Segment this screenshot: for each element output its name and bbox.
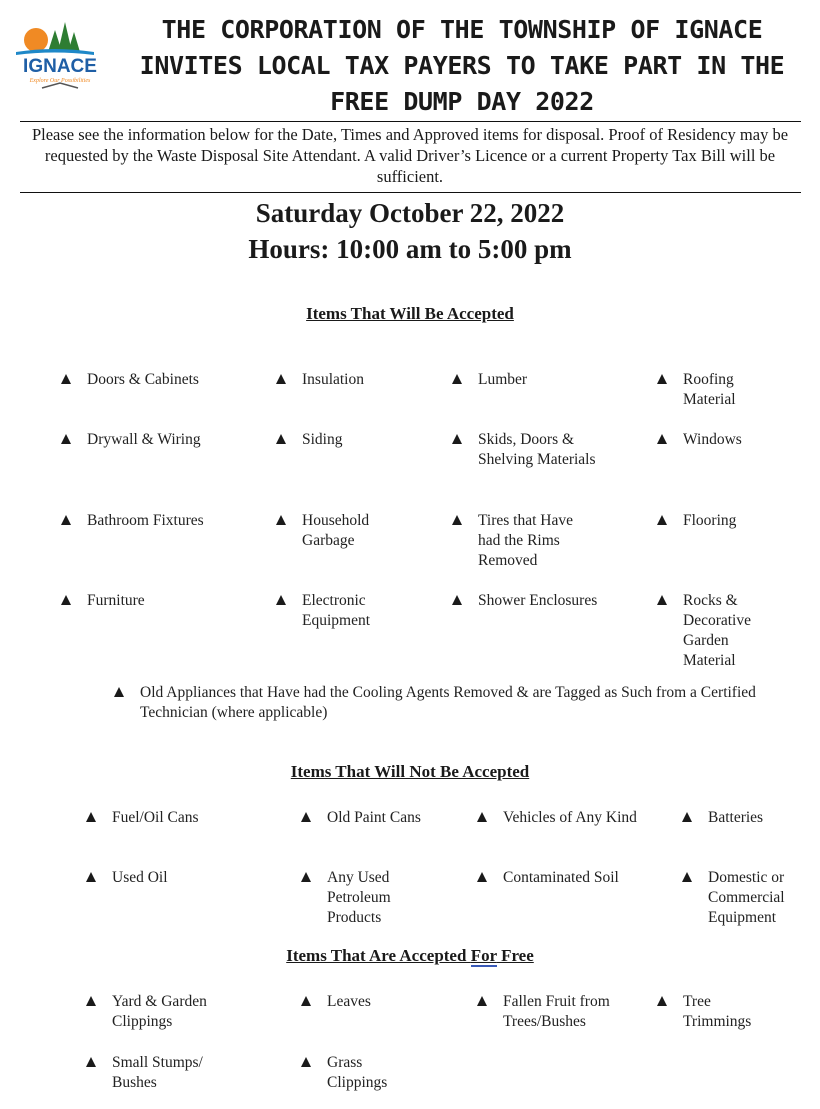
triangle-bullet-icon xyxy=(85,872,97,883)
list-item: Tires that Have had the Rims Removed xyxy=(451,511,599,571)
triangle-bullet-icon xyxy=(85,1057,97,1068)
event-date: Saturday October 22, 2022 xyxy=(255,198,565,228)
list-item: Batteries xyxy=(681,808,801,828)
triangle-bullet-icon xyxy=(60,595,72,606)
list-item: Fuel/Oil Cans xyxy=(85,808,275,828)
list-item: Contaminated Soil xyxy=(476,868,666,888)
list-item: Small Stumps/ Bushes xyxy=(85,1053,235,1093)
triangle-bullet-icon xyxy=(681,812,693,823)
not-accepted-heading: Items That Will Not Be Accepted xyxy=(290,762,530,781)
list-item: Leaves xyxy=(300,992,450,1012)
triangle-bullet-icon xyxy=(656,595,668,606)
triangle-bullet-icon xyxy=(275,374,287,385)
triangle-bullet-icon xyxy=(300,812,312,823)
accepted-heading: Items That Will Be Accepted xyxy=(306,304,514,323)
triangle-bullet-icon xyxy=(275,515,287,526)
list-item: Electronic Equipment xyxy=(275,591,407,631)
triangle-bullet-icon xyxy=(476,872,488,883)
free-heading: Items That Are Accepted For Free xyxy=(286,946,534,965)
triangle-bullet-icon xyxy=(656,434,668,445)
event-hours: Hours: 10:00 am to 5:00 pm xyxy=(248,234,572,264)
logo-wordmark: IGNACE xyxy=(23,56,97,77)
list-item: Vehicles of Any Kind xyxy=(476,808,641,828)
list-item: Windows xyxy=(656,430,796,450)
top-divider xyxy=(20,121,801,122)
triangle-bullet-icon xyxy=(656,515,668,526)
triangle-bullet-icon xyxy=(451,374,463,385)
title-line-3: FREE DUMP DAY 2022 xyxy=(330,87,594,116)
list-item: Lumber xyxy=(451,370,611,390)
list-item: Rocks & Decorative Garden Material xyxy=(656,591,768,671)
list-item: Flooring xyxy=(656,511,796,531)
triangle-bullet-icon xyxy=(85,812,97,823)
list-item: Roofing Material xyxy=(656,370,768,410)
triangle-bullet-icon xyxy=(113,687,125,698)
triangle-bullet-icon xyxy=(60,515,72,526)
triangle-bullet-icon xyxy=(85,996,97,1007)
list-item: Household Garbage xyxy=(275,511,407,551)
triangle-bullet-icon xyxy=(60,374,72,385)
triangle-bullet-icon xyxy=(681,872,693,883)
triangle-bullet-icon xyxy=(476,812,488,823)
list-item: Used Oil xyxy=(85,868,275,888)
title-line-1: THE CORPORATION OF THE TOWNSHIP OF IGNACE xyxy=(161,15,763,44)
triangle-bullet-icon xyxy=(451,515,463,526)
triangle-bullet-icon xyxy=(275,595,287,606)
title-line-2: INVITES LOCAL TAX PAYERS TO TAKE PART IN THE xyxy=(139,51,785,80)
list-item: Siding xyxy=(275,430,425,450)
triangle-bullet-icon xyxy=(656,374,668,385)
logo-tagline: Explore Our Possibilities xyxy=(29,78,91,84)
list-item: Domestic or Commercial Equipment xyxy=(681,868,806,928)
appliances-note: Old Appliances that Have had the Cooling Agents Removed & are Tagged as Such from a Certified Technician (where applicable) xyxy=(113,683,778,723)
list-item: Drywall & Wiring xyxy=(60,430,250,450)
triangle-bullet-icon xyxy=(300,996,312,1007)
triangle-bullet-icon xyxy=(275,434,287,445)
triangle-bullet-icon xyxy=(656,996,668,1007)
list-item: Insulation xyxy=(275,370,425,390)
ignace-logo-graphic xyxy=(14,16,110,94)
intro-divider xyxy=(20,192,801,193)
list-item: Bathroom Fixtures xyxy=(60,511,260,531)
list-item: Furniture xyxy=(60,591,250,611)
triangle-bullet-icon xyxy=(60,434,72,445)
list-item: Fallen Fruit from Trees/Bushes xyxy=(476,992,616,1032)
page-title xyxy=(112,12,812,120)
list-item: Any Used Petroleum Products xyxy=(300,868,425,928)
triangle-bullet-icon xyxy=(451,595,463,606)
list-item: Grass Clippings xyxy=(300,1053,410,1093)
list-item: Shower Enclosures xyxy=(451,591,599,611)
list-item: Yard & Garden Clippings xyxy=(85,992,255,1032)
intro-paragraph: Please see the information below for the Date, Times and Approved items for disposal. Proof of Residency may be requested by the Waste Disposal Site Attendant. A valid Driver’s Licence or a current Property Tax Bill will be sufficient. xyxy=(31,125,789,186)
triangle-bullet-icon xyxy=(300,872,312,883)
list-item: Doors & Cabinets xyxy=(60,370,250,390)
triangle-bullet-icon xyxy=(476,996,488,1007)
triangle-bullet-icon xyxy=(451,434,463,445)
list-item: Old Paint Cans xyxy=(300,808,425,828)
list-item: Skids, Doors & Shelving Materials xyxy=(451,430,601,470)
ignace-logo xyxy=(14,16,110,94)
triangle-bullet-icon xyxy=(300,1057,312,1068)
list-item: Tree Trimmings xyxy=(656,992,774,1032)
